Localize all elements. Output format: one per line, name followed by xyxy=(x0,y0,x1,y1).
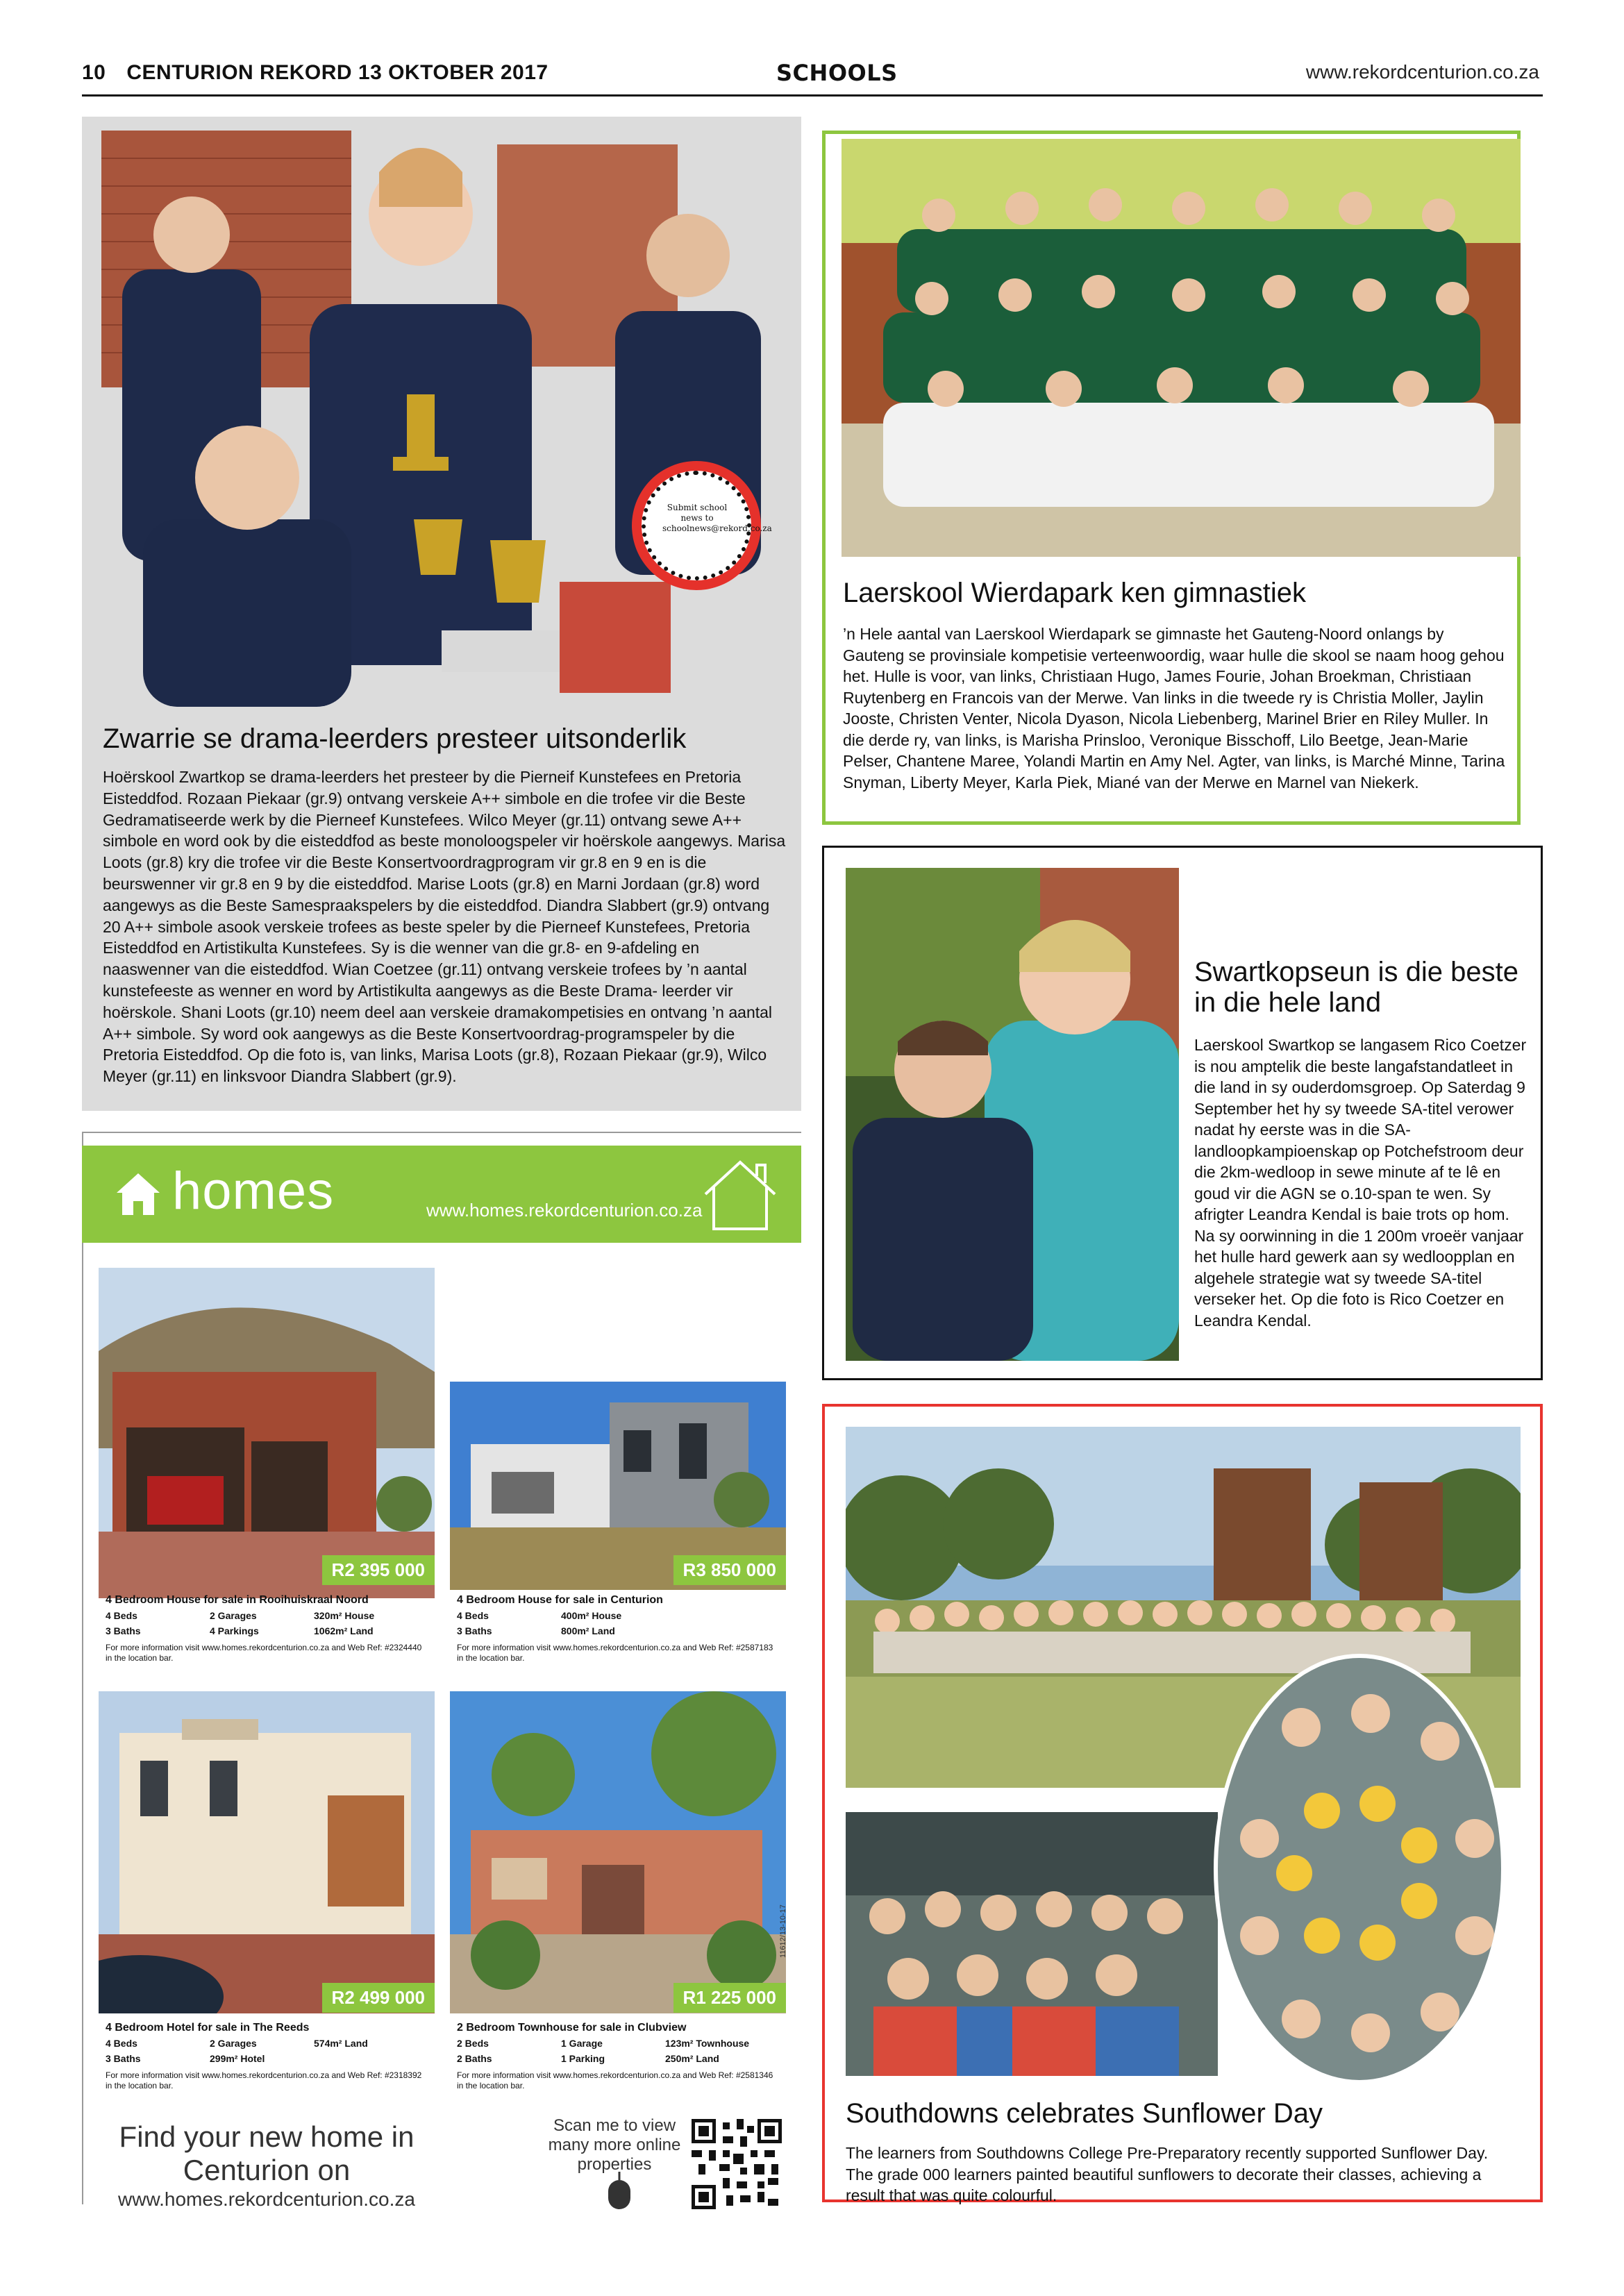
southdowns-body: The learners from Southdowns College Pre-Preparatory recently supported Sunflower Day. The grade 000 learners painted beautiful sunflowers to decorate their classes, achieving a result that was quite colourful. xyxy=(846,2144,1489,2204)
qr-code[interactable] xyxy=(692,2119,782,2209)
listing-spec: 400m² House xyxy=(561,1610,622,1621)
listing-1[interactable] xyxy=(99,1268,435,1663)
listing-spec: 2 Beds xyxy=(457,2038,489,2049)
header-rule xyxy=(82,94,1543,97)
mouse-icon xyxy=(605,2172,633,2211)
listing-spec: 3 Baths xyxy=(106,2053,141,2064)
listing-spec: 3 Baths xyxy=(457,1625,492,1636)
listing-2[interactable] xyxy=(450,1382,786,1663)
listing-spec: 4 Beds xyxy=(106,2038,137,2049)
scan-text: Scan me to view many more online properties xyxy=(548,2116,681,2174)
listing-title: 4 Bedroom House for sale in Rooihuiskraal Noord xyxy=(106,1594,369,1606)
listing-price: R3 850 000 xyxy=(673,1555,786,1585)
listing-price: R2 499 000 xyxy=(322,1983,435,2013)
zwarrie-headline: Zwarrie se drama-leerders presteer uitsonderlik xyxy=(103,723,687,754)
listing-details xyxy=(457,1608,783,1639)
page-number: 10 xyxy=(82,61,106,84)
listing-price: R2 395 000 xyxy=(322,1555,435,1585)
homes-brand: homes xyxy=(172,1162,335,1221)
listing-spec: 1 Garage xyxy=(561,2038,603,2049)
listing-details xyxy=(457,2036,783,2066)
listing-details xyxy=(106,1608,432,1639)
ad-reference-code: 11612/13-10-17 xyxy=(779,1904,787,1958)
header-publication-line xyxy=(82,61,549,85)
listing-photo xyxy=(99,1691,435,2013)
find-home-url[interactable]: www.homes.rekordcenturion.co.za xyxy=(118,2188,415,2210)
swartkop-body: Laerskool Swartkop se langasem Rico Coetzer is nou amptelik die beste langafstandatleet in die land in sy ouderdomsgroep. Op Saterdag 9 September het hy sy tweede SA-titel verower nadat hy eerste was in die SA-landloopkampioenskap op Potchefstroom deur die 2km-wedloop in sewe minute af te lê en goud vir die AGN se o.10-span te wen. Sy afrigter Leandra Kendal is baie trots op hom. Na sy oorwinning in die 1 200m vroeër vanjaar het hulle hard gewerk aan sy wedloopplan en algehele strategie wat sy tweede SA-titel verseker het. Op die foto is Rico Coetzer en Leandra Kendal. xyxy=(1194,1036,1527,1330)
homes-banner-url[interactable]: www.homes.rekordcenturion.co.za xyxy=(426,1200,703,1221)
listing-spec: 2 Baths xyxy=(457,2053,492,2064)
homes-top-rule xyxy=(82,1132,801,1133)
listing-spec: 800m² Land xyxy=(561,1625,615,1636)
listing-spec: 3 Baths xyxy=(106,1625,141,1636)
southdowns-sunflower-circle-photo xyxy=(1214,1654,1505,2084)
listing-spec: 1062m² Land xyxy=(314,1625,374,1636)
listing-note: For more information visit www.homes.rekordcenturion.co.za and Web Ref: #2324440 in the location bar. xyxy=(106,1643,422,1663)
homes-left-rule xyxy=(82,1132,83,2204)
website-link[interactable]: www.rekordcenturion.co.za xyxy=(1305,61,1539,83)
swartkop-photo xyxy=(846,868,1179,1361)
listing-photo xyxy=(450,1691,786,2013)
swartkop-headline: Swartkopseun is die beste in die hele land xyxy=(1194,957,1518,1018)
listing-spec: 4 Parkings xyxy=(210,1625,259,1636)
listing-spec: 320m² House xyxy=(314,1610,375,1621)
listing-spec: 123m² Townhouse xyxy=(665,2038,750,2049)
listing-price: R1 225 000 xyxy=(673,1983,786,2013)
house-outline-icon xyxy=(698,1155,782,1233)
listing-spec: 2 Garages xyxy=(210,1610,257,1621)
listing-note: For more information visit www.homes.rekordcenturion.co.za and Web Ref: #2581346 in the location bar. xyxy=(457,2070,773,2090)
listing-4[interactable] xyxy=(450,1691,786,2100)
zwarrie-photo xyxy=(101,131,780,707)
zwarrie-body: Hoërskool Zwartkop se drama-leerders het presteer by die Pierneif Kunstefees en Pretoria Eisteddfod. Rozaan Piekaar (gr.9) ontvang verskeie A++ simbole en die trofee vir die Beste Gedramatiseerde werk by die Pierneef Kunstefees. Wilco Meyer (gr.11) ontvang sewe A++ simbole en word ook by die eisteddfod as beste monoloogspeler vir hoërskole aangewys. Marisa Loots (gr.8) kry die trofee vir die Beste Konsertvoordragprogram vir gr.8 en 9 en is die beurswenner vir gr.8 en 9 by die eisteddfod. Marise Loots (gr.8) en Marni Jordaan (gr.8) word aangewys as die Beste Samespraakspelers by die eisteddfod. Diandra Slabbert (gr.9) ontvang 20 A++ simbole asook verskeie trofees as beste speler by die Pierneef Kunstefees, Pretoria Eisteddfod en Artistikulta Kunstefees. Sy is die wenner van die gr.8- en 9-afdeling en naaswenner van die eisteddfod. Wian Coetzee (gr.11) ontvang verskeie trofees by ’n aantal kunstefeeste as wenner en word by Artistikulta aangewys as die Beste Drama- leerder vir hoërskole. Shani Loots (gr.10) neem deel aan verskeie dramakompetisies en ontvang ’n aantal A++ simbole. Sy word ook aangewys as die Beste Konsertvoordrag-programspeler by die Pretoria Eisteddfod. Op die foto is, van links, Marisa Loots (gr.8), Rozaan Piekaar (gr.9), Wilco Meyer (gr.11) en linksvoor Diandra Slabbert (gr.9). xyxy=(103,768,786,1086)
listing-details xyxy=(106,2036,432,2066)
publication-date: CENTURION REKORD 13 OKTOBER 2017 xyxy=(126,61,549,84)
section-label: SCHOOLS xyxy=(776,60,898,86)
listing-note: For more information visit www.homes.rekordcenturion.co.za and Web Ref: #2587183 in the location bar. xyxy=(457,1643,773,1663)
listing-spec: 1 Parking xyxy=(561,2053,605,2064)
listing-spec: 574m² Land xyxy=(314,2038,368,2049)
listing-note: For more information visit www.homes.rekordcenturion.co.za and Web Ref: #2318392 in the location bar. xyxy=(106,2070,422,2090)
listing-spec: 2 Garages xyxy=(210,2038,257,2049)
submit-news-badge xyxy=(632,461,772,590)
listing-title: 4 Bedroom Hotel for sale in The Reeds xyxy=(106,2022,310,2034)
wierdapark-photo xyxy=(842,139,1521,557)
listing-title: 2 Bedroom Townhouse for sale in Clubview xyxy=(457,2022,687,2034)
southdowns-class-photo xyxy=(846,1812,1218,2076)
badge-text: Submit school news to schoolnews@rekord.co.za xyxy=(662,503,772,533)
find-home-text: Find your new home in Centurion on xyxy=(119,2120,415,2186)
listing-spec: 250m² Land xyxy=(665,2053,719,2064)
listing-spec: 299m² Hotel xyxy=(210,2053,265,2064)
listing-3[interactable] xyxy=(99,1691,435,2100)
house-icon xyxy=(115,1172,161,1216)
southdowns-headline: Southdowns celebrates Sunflower Day xyxy=(846,2098,1323,2129)
wierdapark-headline: Laerskool Wierdapark ken gimnastiek xyxy=(843,578,1306,608)
listing-title: 4 Bedroom House for sale in Centurion xyxy=(457,1594,663,1606)
listing-spec: 4 Beds xyxy=(106,1610,137,1621)
listing-spec: 4 Beds xyxy=(457,1610,489,1621)
wierdapark-body: ’n Hele aantal van Laerskool Wierdapark se gimnaste het Gauteng-Noord onlangs by Gauteng se provinsiale kompetisie verteenwoordig, waar hulle die skool se naam hoog gehou het. Hulle is voor, van links, Christiaan Hugo, James Fourie, Johan Broekman, Christiaan Ruytenberg en Francois van der Merwe. Van links in die tweede ry is Christia Moller, Jaylin Jooste, Christen Venter, Nicola Dyason, Nicola Liebenberg, Marinel Brier en Riley Muller. In die derde ry, van links, is Marisha Prinsloo, Veronique Bisschoff, Lilo Beetge, Jean-Marie Pelser, Chantene Maree, Yolandi Martin en Amy Nel. Agter, van links, is Marché Minne, Tarina Snyman, Liberty Meyer, Karla Piek, Miané van der Merwe en Marnel van Niekerk. xyxy=(843,625,1505,791)
